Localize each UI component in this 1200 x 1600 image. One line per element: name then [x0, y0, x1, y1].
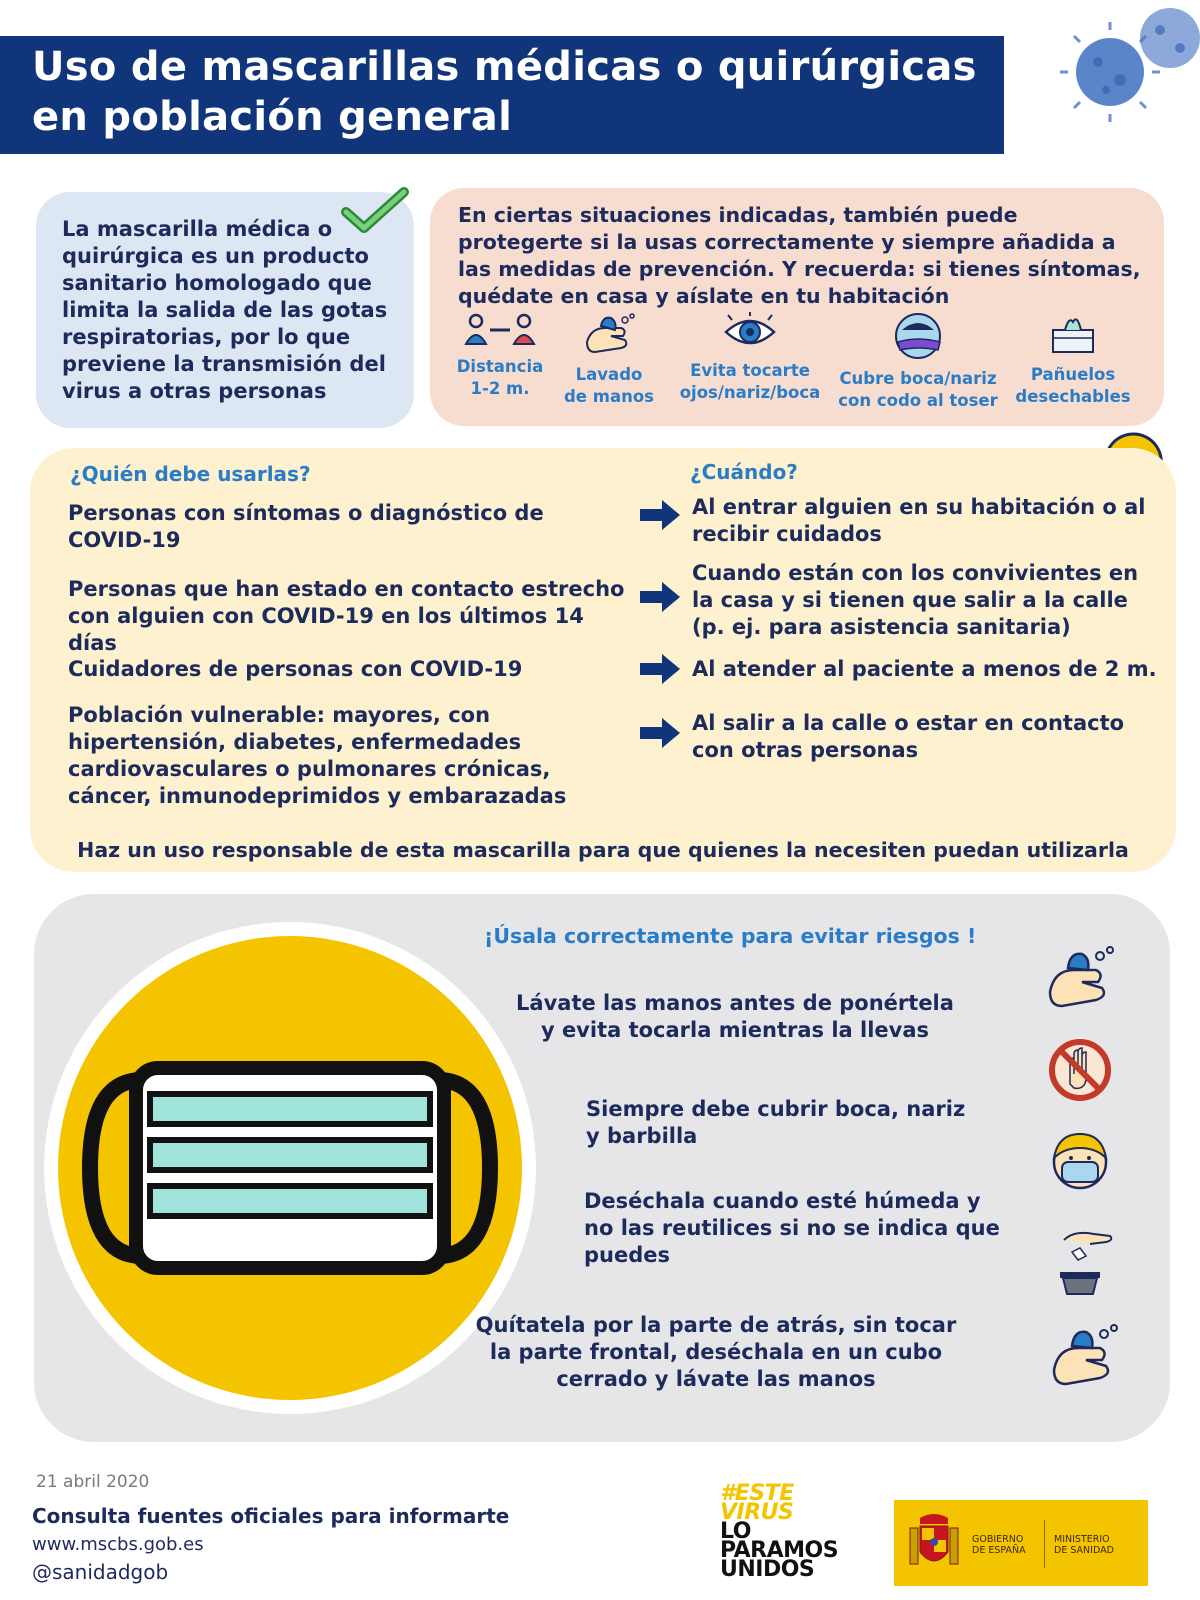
- arrow-right-icon: [640, 582, 680, 612]
- measure-distance: [440, 312, 560, 400]
- masked-face-icon: [1044, 1126, 1116, 1198]
- hand-washing-icon: [1044, 944, 1116, 1016]
- page-title-line-2: en población general: [32, 94, 513, 140]
- campaign-unidos-text: UNIDOS: [720, 1557, 815, 1582]
- who-row-4: Población vulnerable: mayores, con hipertensión, diabetes, enfermedades cardiovasculares o pulmonares crónicas, cáncer, inmunodeprimidos y embarazadas: [68, 703, 567, 808]
- no-touch-icon: [1044, 1034, 1116, 1106]
- usage-step-1: Lávate las manos antes de ponértela y evita tocarla mientras la llevas: [516, 991, 954, 1042]
- campaign-logo: [720, 1481, 892, 1590]
- who-row-3: Cuidadores de personas con COVID-19: [68, 657, 523, 681]
- prevention-measures-box: [430, 188, 1164, 426]
- people-distance-icon: [464, 312, 536, 348]
- usage-step-2: Siempre debe cubrir boca, nariz y barbilla: [586, 1097, 966, 1148]
- coat-of-arms-icon: [906, 1512, 962, 1574]
- measure-handwash: [554, 312, 664, 408]
- measure-handwash-label: Lavado de manos: [564, 365, 654, 406]
- measure-no-touch-face: [670, 312, 830, 404]
- arrow-right-icon: [640, 718, 680, 748]
- tissue-box-icon: [1049, 312, 1097, 356]
- measure-no-touch-face-label: Evita tocarte ojos/nariz/boca: [679, 361, 821, 402]
- website-link[interactable]: www.mscbs.gob.es: [32, 1534, 204, 1555]
- virus-decoration-icon: [1010, 0, 1200, 150]
- eye-icon: [722, 312, 778, 352]
- hand-washing-icon: [581, 312, 637, 356]
- cough-elbow-icon: [892, 312, 944, 360]
- ministry-health-text: MINISTERIO DE SANIDAD: [1054, 1534, 1114, 1556]
- usage-step-4: Quítatela por la parte de atrás, sin tocar la parte frontal, deséchala en un cubo cerrado y lávate las manos: [475, 1313, 957, 1391]
- social-handle[interactable]: @sanidadgob: [32, 1560, 169, 1584]
- surgical-mask-illustration: [44, 922, 536, 1414]
- responsible-use-note: Haz un uso responsable de esta mascarilla para que quienes la necesiten puedan utilizarla: [77, 838, 1129, 862]
- who-row-1: Personas con síntomas o diagnóstico de COVID-19: [68, 501, 544, 552]
- measure-distance-label: Distancia 1-2 m.: [456, 357, 544, 398]
- header-banner: [0, 36, 1004, 154]
- consult-sources-text: Consulta fuentes oficiales para informarte: [32, 1504, 510, 1528]
- government-logo: [894, 1500, 1148, 1586]
- when-title: ¿Cuándo?: [690, 460, 798, 484]
- campaign-virus-text: VIRUS: [720, 1500, 794, 1525]
- when-row-1: Al entrar alguien en su habitación o al recibir cuidados: [692, 495, 1146, 546]
- mask-definition-text: La mascarilla médica o quirúrgica es un producto sanitario homologado que limita la salida de las gotas respiratorias, por lo que previene la transmisión del virus a otras personas: [62, 217, 388, 403]
- campaign-lo-text: LO: [720, 1519, 751, 1544]
- checkmark-icon: [340, 186, 410, 238]
- gov-spain-text: GOBIERNO DE ESPAÑA: [972, 1534, 1026, 1556]
- publication-date: 21 abril 2020: [36, 1472, 150, 1492]
- campaign-hash-text: #ESTE: [720, 1481, 794, 1506]
- prevention-intro-text: En ciertas situaciones indicadas, también puede protegerte si la usas correctamente y siempre añadida a las medidas de prevención. Y recuerda: si tienes síntomas, quédate en casa y aíslate en tu habitación: [458, 203, 1141, 308]
- arrow-right-icon: [640, 500, 680, 530]
- when-row-2: Cuando están con los convivientes en la casa y si tienen que salir a la calle (p. ej. para asistencia sanitaria): [692, 561, 1139, 639]
- trash-bin-icon: [1050, 1226, 1122, 1298]
- when-row-3: Al atender al paciente a menos de 2 m.: [692, 657, 1157, 681]
- arrow-right-icon: [640, 654, 680, 684]
- measure-tissues: [1010, 312, 1136, 408]
- logo-separator: [1044, 1520, 1045, 1568]
- measure-cough-elbow: [832, 312, 1004, 412]
- hand-washing-icon: [1048, 1322, 1120, 1394]
- when-row-4: Al salir a la calle o estar en contacto con otras personas: [692, 711, 1125, 762]
- who-row-2: Personas que han estado en contacto estrecho con alguien con COVID-19 en los últimos 14 días: [68, 577, 625, 655]
- measure-tissues-label: Pañuelos desechables: [1015, 365, 1131, 406]
- usage-title: ¡Úsala correctamente para evitar riesgos !: [484, 924, 977, 948]
- who-title: ¿Quién debe usarlas?: [70, 462, 311, 486]
- usage-step-3: Deséchala cuando esté húmeda y no las reutilices si no se indica que puedes: [584, 1189, 1000, 1267]
- who-when-box: [30, 448, 1176, 872]
- measure-cough-elbow-label: Cubre boca/nariz con codo al toser: [838, 369, 998, 410]
- page-title-line-1: Uso de mascarillas médicas o quirúrgicas: [32, 44, 977, 90]
- campaign-paramos-text: PARAMOS: [720, 1538, 839, 1563]
